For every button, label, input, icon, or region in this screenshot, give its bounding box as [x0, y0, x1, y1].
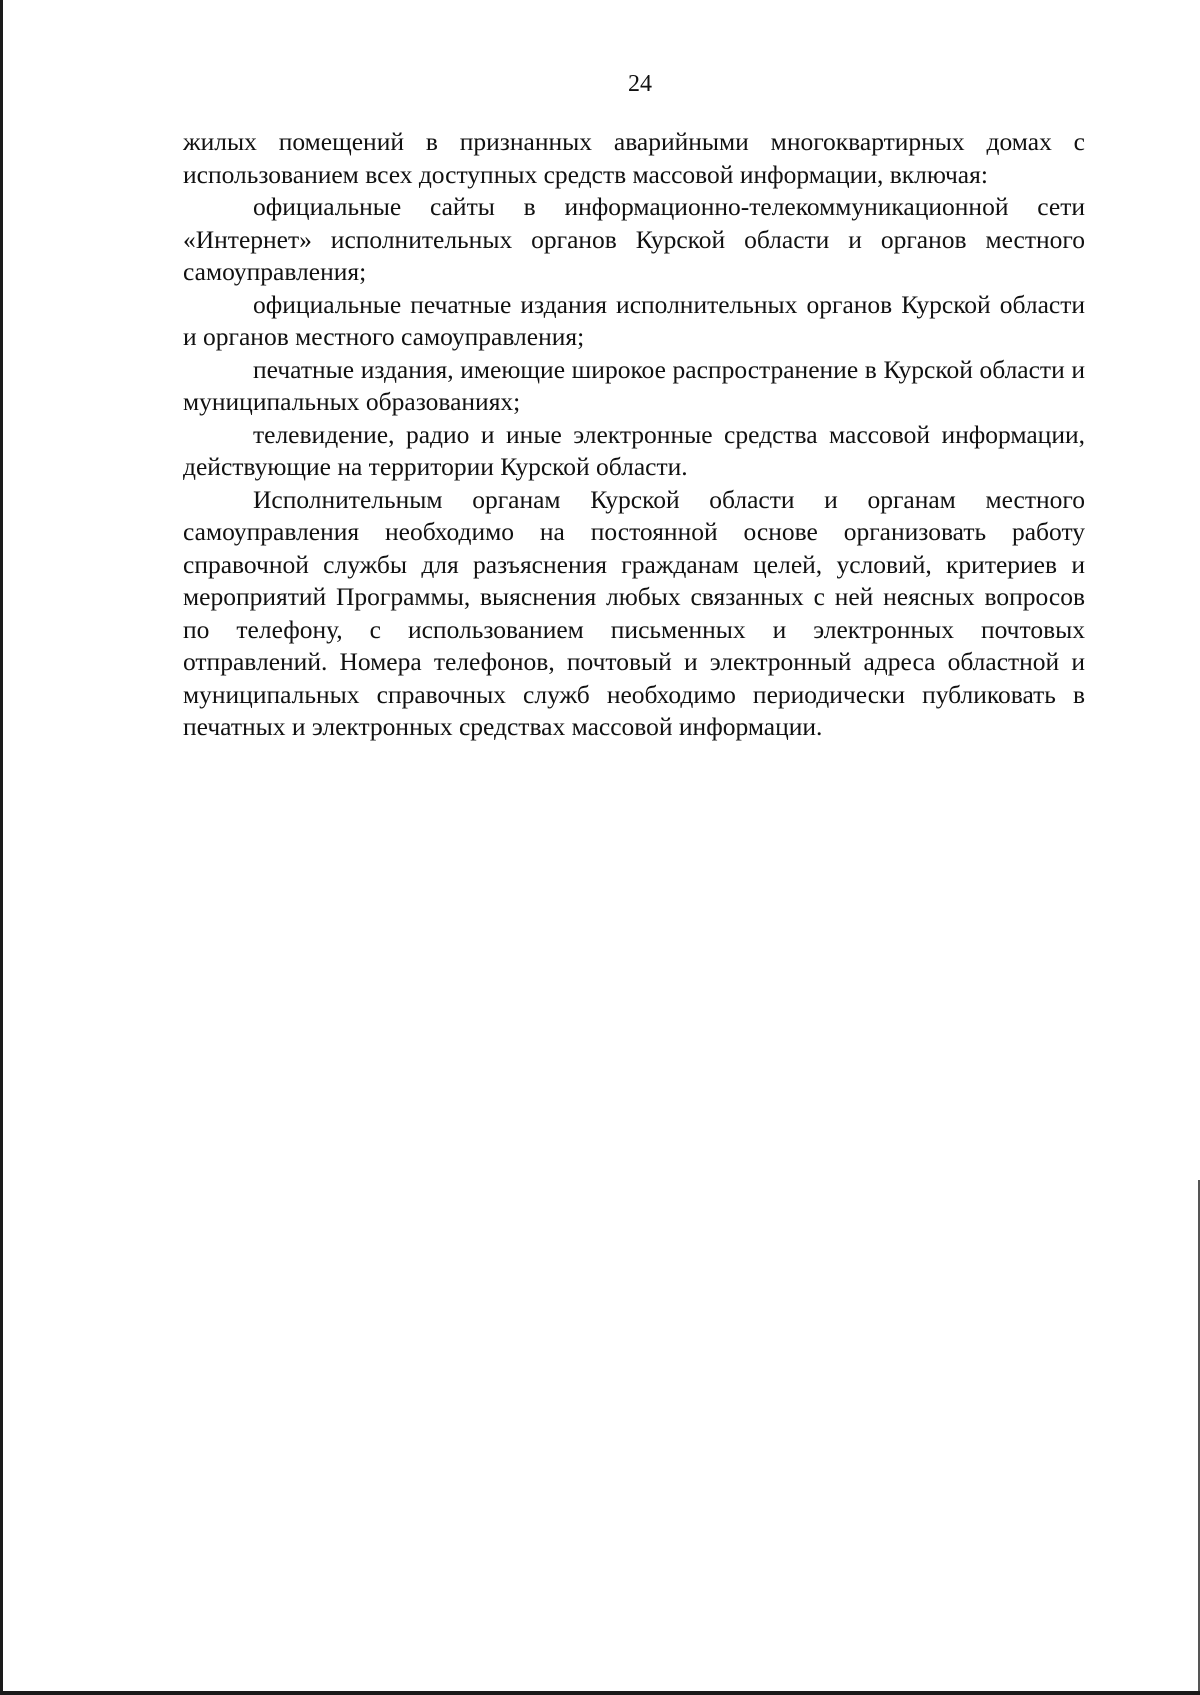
paragraph-official-websites: официальные сайты в информационно-телекоммуникационной сети «Интернет» исполнительных органов Курской области и органов местного самоуправления;: [183, 192, 1085, 286]
scan-edge-left: [0, 0, 3, 1695]
paragraph-tv-radio: телевидение, радио и иные электронные средства массовой информации, действующие на территории Курской области.: [183, 419, 1085, 481]
body-text: [183, 126, 1085, 744]
page-number: 24: [628, 71, 652, 97]
paragraph-print-media: печатные издания, имеющие широкое распространение в Курской области и муниципальных образованиях;: [183, 354, 1085, 416]
paragraph-help-service: Исполнительным органам Курской области и органам местного самоуправления необходимо на постоянной основе организовать работу справочной службы для разъяснения гражданам целей, условий, критериев и мероприятий Программы, выяснения любых связанных с ней неясных вопросов по телефону, с использованием письменных и электронных почтовых отправлений. Номера телефонов, почтовый и электронный адреса областной и муниципальных справочных служб необходимо периодически публиковать в печатных и электронных средствах массовой информации.: [183, 484, 1085, 741]
paragraph-media-intro: жилых помещений в признанных аварийными многоквартирных домах с использованием всех доступных средств массовой информации, включая:: [183, 127, 1085, 189]
scan-edge-bottom: [0, 1691, 1200, 1695]
paragraph-official-print: официальные печатные издания исполнительных органов Курской области и органов местного самоуправления;: [183, 289, 1085, 351]
